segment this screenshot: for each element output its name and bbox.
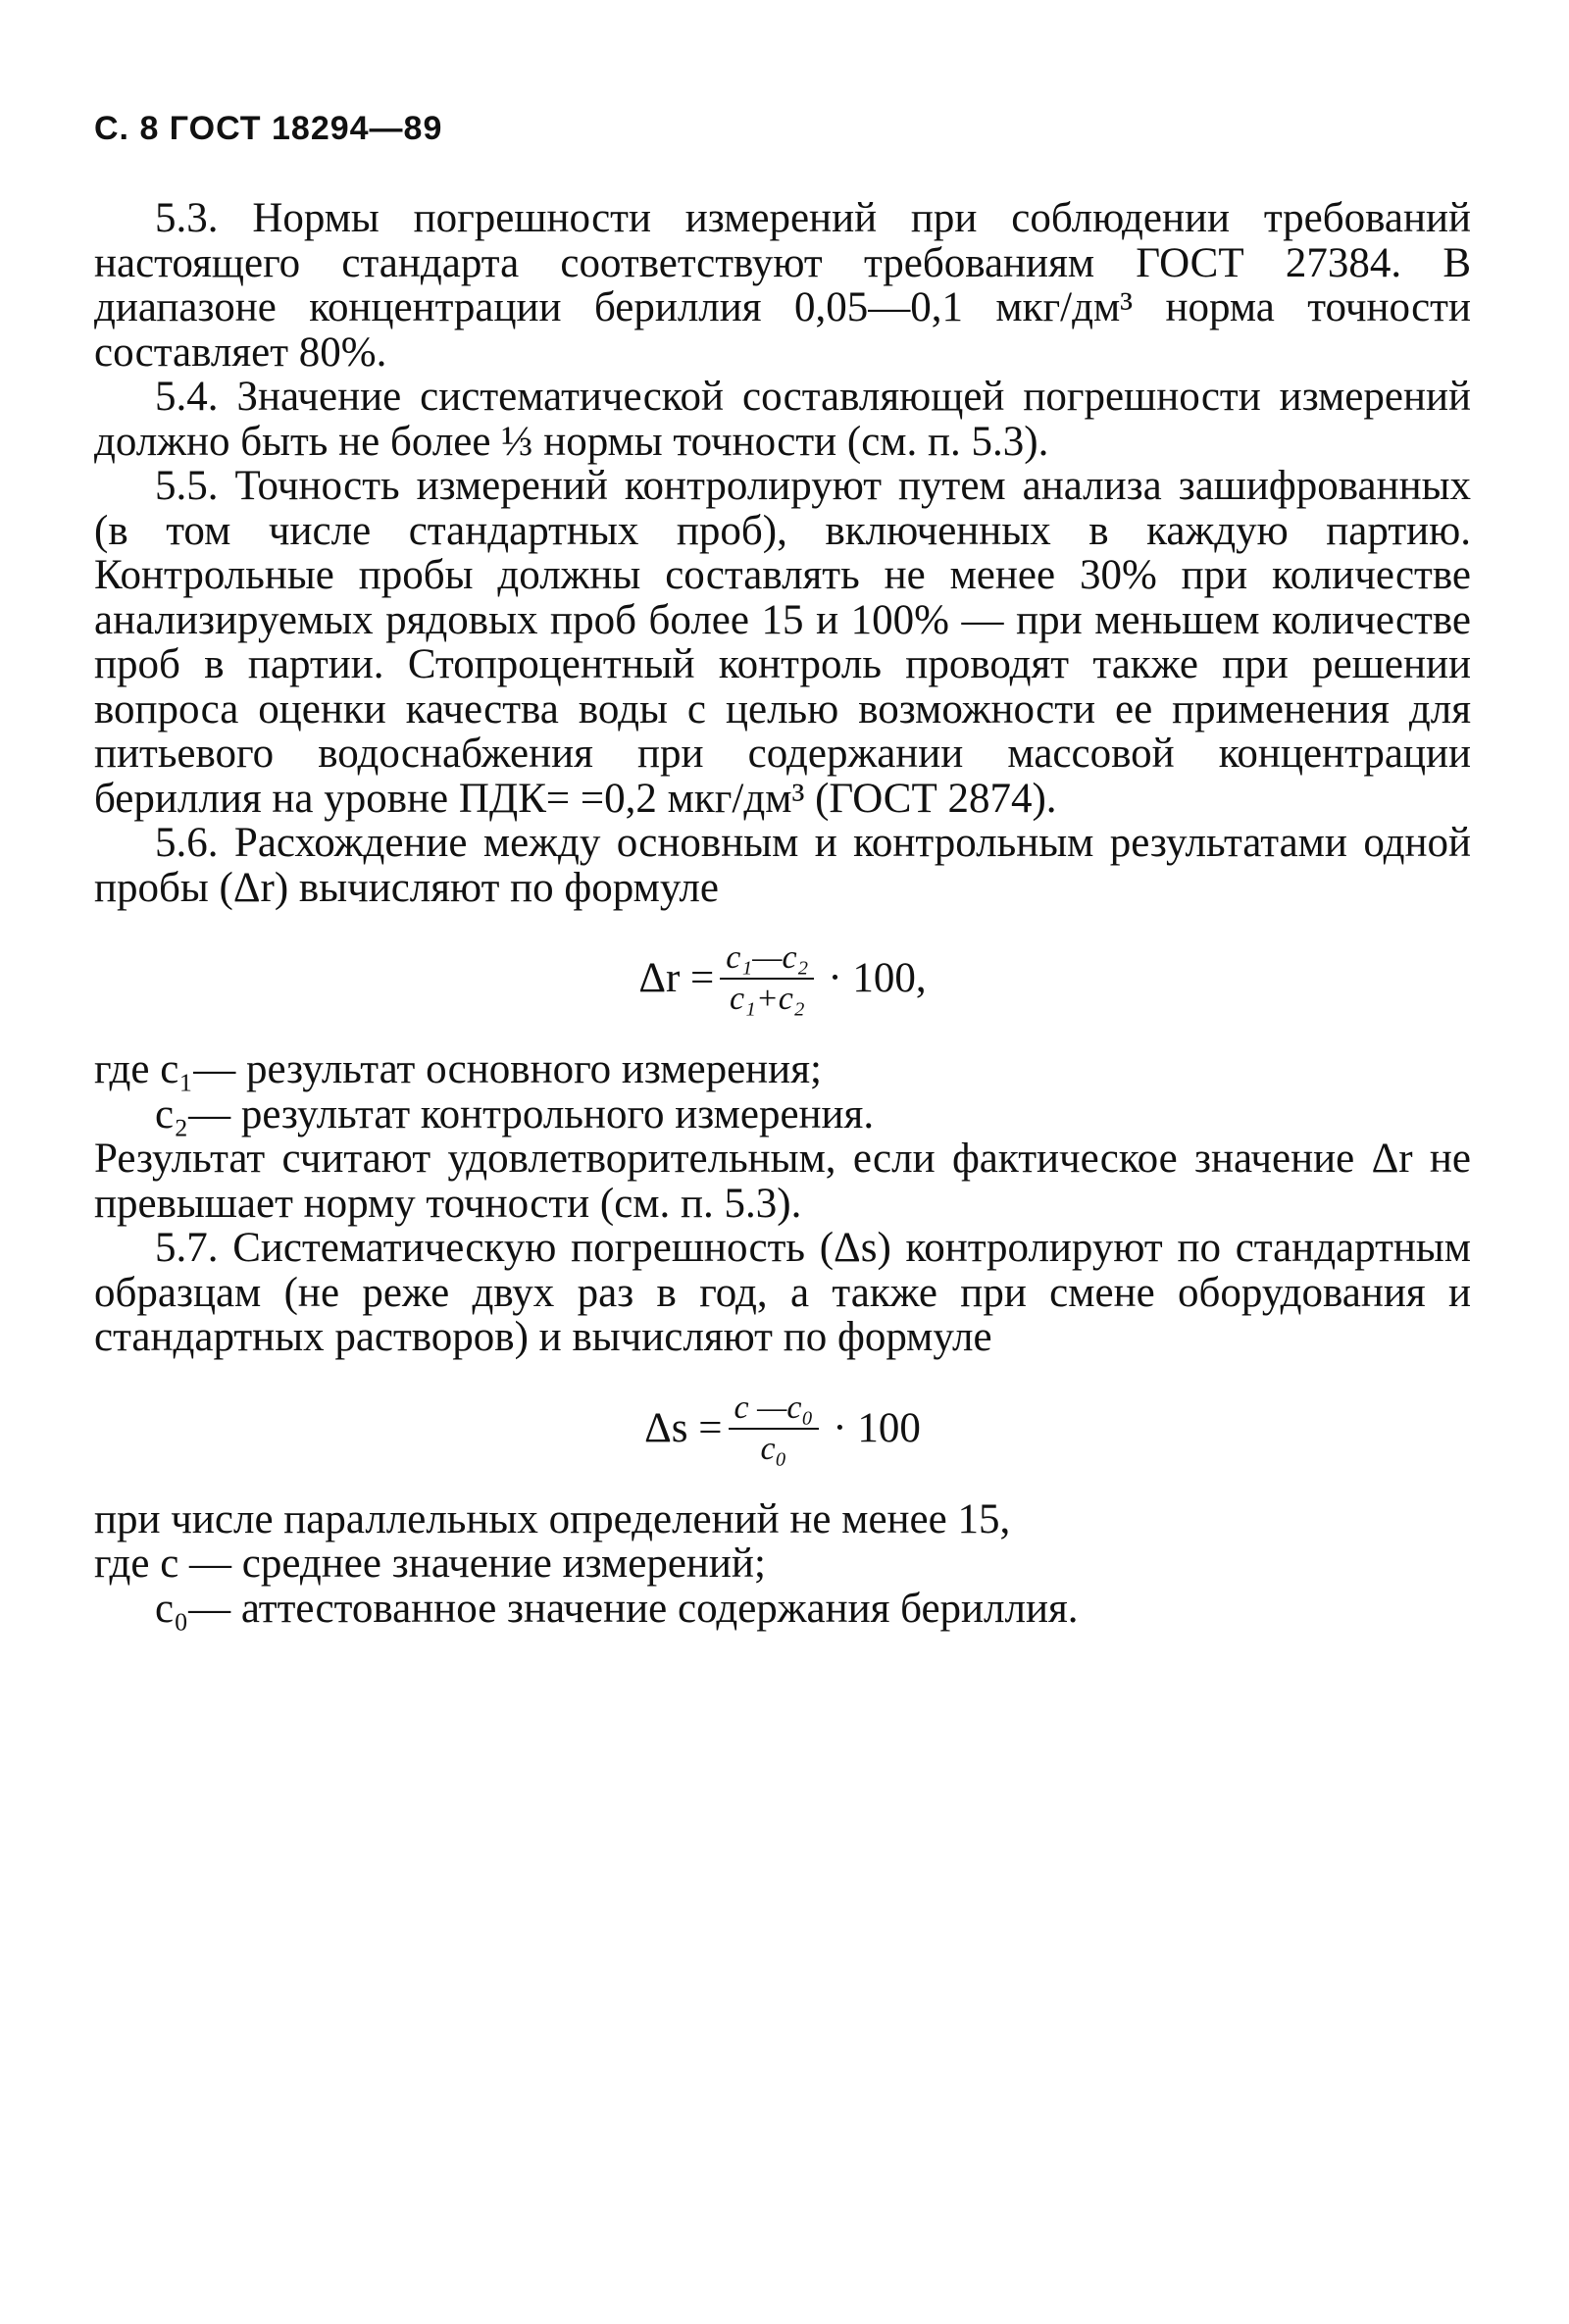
where2-condition: при числе параллельных определений не менее 15, — [94, 1495, 1011, 1542]
formula2-denominator: c₀ — [760, 1430, 787, 1467]
formula-delta-r — [94, 910, 1471, 1047]
where2-c0: c₀— аттестованное значение содержания бериллия. — [155, 1585, 1079, 1632]
where1-c2: c₂— результат контрольного измерения. — [155, 1090, 875, 1137]
formula2-fraction — [729, 1389, 820, 1469]
document-body — [94, 196, 1471, 1631]
formula1-fraction — [720, 938, 814, 1019]
formula-delta-s — [94, 1360, 1471, 1497]
formula2-numerator: c —c₀ — [729, 1389, 820, 1430]
formula1-lhs: Δr = — [638, 955, 715, 1002]
result-text: Результат считают удовлетворительным, если фактическое значение Δr не превышает норму точности (см. п. 5.3). — [94, 1136, 1471, 1227]
section-5-4: 5.4. Значение систематической составляющей погрешности измерений должно быть не более ⅓ нормы точности (см. п. 5.3). — [94, 374, 1471, 465]
section-5-3: 5.3. Нормы погрешности измерений при соблюдении требований настоящего стандарта соответствуют требованиям ГОСТ 27384. В диапазоне концентрации бериллия 0,05—0,1 мкг/дм³ норма точности составляет 80%. — [94, 195, 1471, 376]
formula1-numerator: c₁—c₂ — [720, 938, 814, 980]
formula1-tail: · 100, — [828, 955, 927, 1002]
page-header: С. 8 ГОСТ 18294—89 — [94, 110, 443, 147]
where2-c: где c — среднее значение измерений; — [94, 1541, 766, 1587]
formula2-tail: · 100 — [833, 1404, 921, 1451]
section-5-7: 5.7. Систематическую погрешность (Δs) контролируют по стандартным образцам (не реже двух раз в год, а также при смене оборудования и стандартных растворов) и вычисляют по формуле — [94, 1225, 1471, 1360]
section-5-5: 5.5. Точность измерений контролируют путем анализа зашифрованных (в том числе стандартных проб), включенных в каждую партию. Контрольные пробы должны составлять не менее 30% при количестве анализируемых рядовых проб более 15 и 100% — при меньшем количестве проб в партии. Стопроцентный контроль проводят также при решении вопроса оценки качества воды с целью возможности ее применения для питьевого водоснабжения при содержании массовой концентрации бериллия на уровне ПДК= =0,2 мкг/дм³ (ГОСТ 2874). — [94, 463, 1471, 822]
where1-c1: где c₁— результат основного измерения; — [94, 1046, 822, 1092]
formula1-denominator: c₁+c₂ — [729, 981, 805, 1017]
section-5-6: 5.6. Расхождение между основным и контрольным результатами одной пробы (Δr) вычисляют по формуле — [94, 820, 1471, 911]
formula2-lhs: Δs = — [644, 1404, 723, 1451]
